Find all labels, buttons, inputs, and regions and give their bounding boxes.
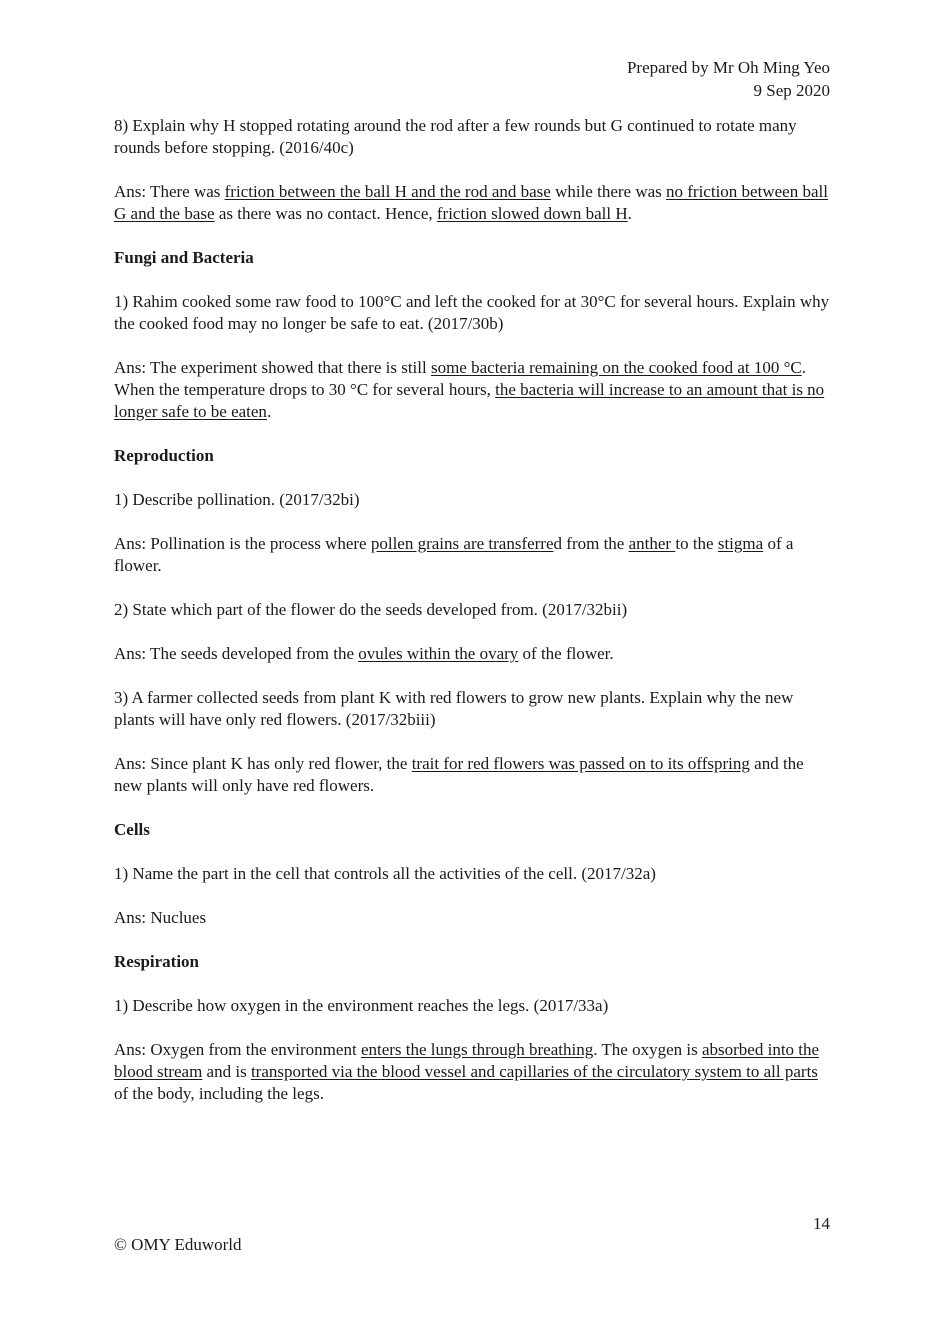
answer-keyphrase: enters the lungs through breathing — [360, 1040, 594, 1059]
answer-segment: and the new plants will only have red flowers. — [114, 754, 804, 795]
answer-segment: . — [627, 204, 632, 223]
question-text: 3) A farmer collected seeds from plant K with red flowers to grow new plants. Explain why the new plants will have only red flowers. (2017/32biii) — [114, 688, 794, 729]
answer-keyphrase: anther — [628, 534, 676, 553]
answer-text — [114, 533, 834, 577]
answer-segment: Ans: The experiment showed that there is still — [114, 358, 431, 377]
answer-segment: of a flower. — [114, 534, 794, 575]
answer-segment: of the body, including the legs. — [114, 1084, 324, 1103]
question-text: 8) Explain why H stopped rotating around the rod after a few rounds but G continued to rotate many rounds before stopping. (2016/40c) — [114, 116, 797, 157]
answer-keyphrase: pollen grains are transferre — [370, 534, 554, 553]
answer-segment: and is — [202, 1062, 251, 1081]
answer-segment: Ans: Since plant K has only red flower, the — [114, 754, 412, 773]
answer-segment: while there was — [550, 182, 667, 201]
answer-keyphrase: transported via the blood vessel and capillaries of the circulatory system to all parts — [250, 1062, 818, 1081]
section-heading: Respiration — [114, 952, 199, 971]
answer-segment: . — [266, 402, 272, 421]
answer-keyphrase: friction between the ball H and the rod and base — [224, 182, 551, 201]
question-text: 1) Describe pollination. (2017/32bi) — [114, 490, 360, 509]
answer-segment: Ans: There was — [114, 182, 225, 201]
answer-text — [114, 753, 834, 797]
section-heading: Reproduction — [114, 446, 214, 465]
question-text: 1) Rahim cooked some raw food to 100°C and left the cooked for at 30°C for several hours. Explain why the cooked food may no longer be safe to eat. (2017/30b) — [114, 292, 830, 333]
date-line: 9 Sep 2020 — [753, 81, 830, 100]
answer-text: Ans: Nuclues — [114, 908, 207, 927]
answer-keyphrase: absorbed into the blood stream — [114, 1040, 820, 1081]
answer-keyphrase: friction slowed down ball H — [436, 204, 628, 223]
document-body — [114, 115, 834, 1127]
answer-segment: as there was no contact. Hence, — [214, 204, 437, 223]
author-line: Prepared by Mr Oh Ming Yeo — [626, 58, 830, 77]
question-text: 1) Describe how oxygen in the environment reaches the legs. (2017/33a) — [114, 996, 609, 1015]
answer-segment: . The oxygen is — [593, 1040, 702, 1059]
answer-text — [114, 181, 834, 225]
answer-keyphrase: stigma — [717, 534, 764, 553]
answer-segment: to the — [675, 534, 718, 553]
page-header — [627, 56, 830, 102]
answer-text — [114, 357, 834, 423]
answer-keyphrase: the bacteria will increase to an amount that is no longer safe to be eaten — [114, 380, 825, 421]
answer-text — [114, 1039, 834, 1105]
page-number: 14 — [813, 1214, 830, 1233]
section-heading: Cells — [114, 820, 150, 839]
answer-segment: Ans: Oxygen from the environment — [114, 1040, 361, 1059]
answer-keyphrase: some bacteria remaining on the cooked food at 100 °C — [430, 358, 802, 377]
copyright-footer: © OMY Eduworld — [114, 1235, 242, 1254]
answer-keyphrase: no friction between ball G and the base — [114, 182, 828, 223]
section-heading: Fungi and Bacteria — [114, 248, 254, 267]
answer-segment: of the flower. — [518, 644, 614, 663]
answer-segment: Ans: Pollination is the process where — [114, 534, 371, 553]
answer-text — [114, 643, 834, 665]
answer-segment: Ans: The seeds developed from the — [114, 644, 359, 663]
answer-segment: . When the temperature drops to 30 °C for several hours, — [114, 358, 806, 399]
answer-keyphrase: ovules within the ovary — [358, 644, 519, 663]
answer-keyphrase: trait for red flowers was passed on to its offspring — [411, 754, 750, 773]
question-text: 1) Name the part in the cell that controls all the activities of the cell. (2017/32a) — [114, 864, 656, 883]
question-text: 2) State which part of the flower do the seeds developed from. (2017/32bii) — [114, 600, 628, 619]
answer-segment: d from the — [553, 534, 629, 553]
